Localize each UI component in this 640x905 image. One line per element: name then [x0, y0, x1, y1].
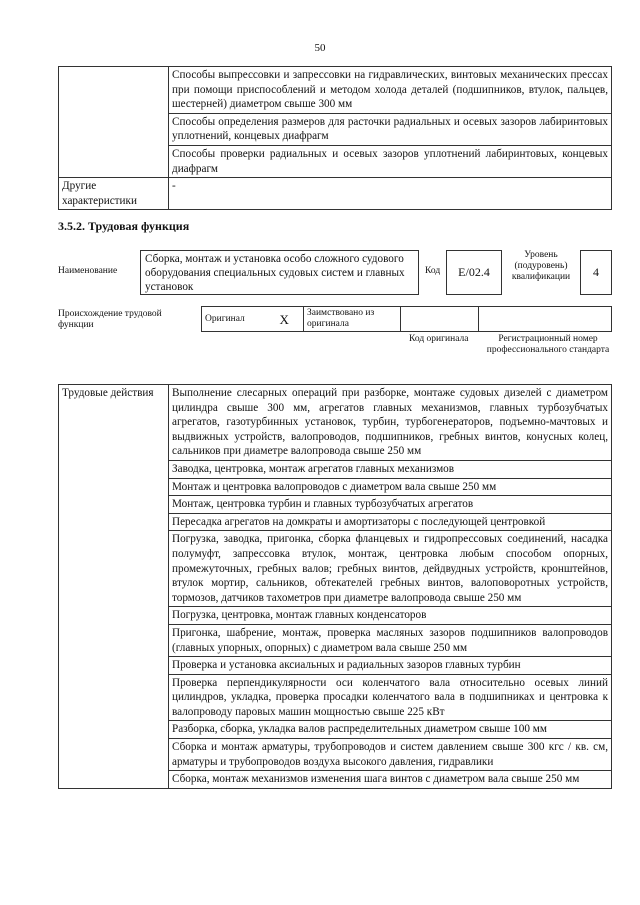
code-label: Код: [425, 266, 441, 276]
table-cell: Сборка, монтаж механизмов изменения шага винтов с диаметром вала свыше 250 мм: [169, 771, 612, 789]
actions-table: [58, 384, 612, 789]
table-row: [59, 67, 612, 114]
reg-number-caption: Регистрационный номер профессионального стандарта: [486, 334, 610, 355]
qualification-level-box: 4: [580, 250, 612, 295]
code-original-cell: [401, 307, 479, 332]
empty-label-cell: [59, 67, 169, 178]
borrowed-cell: Заимствовано из оригинала: [304, 307, 401, 332]
table-cell: Заводка, центровка, монтаж агрегатов главных механизмов: [169, 460, 612, 478]
table-cell: Сборка и монтаж арматуры, трубопроводов и систем давлением свыше 300 кгс / кв. см, арматуры и трубопроводов воздуха высокого давления, гидравлики: [169, 739, 612, 771]
code-original-caption: Код оригинала: [409, 334, 469, 344]
function-name-box: Сборка, монтаж и установка особо сложного судового оборудования специальных судовых систем и главных установок: [140, 250, 419, 295]
other-characteristics-value: -: [169, 178, 612, 210]
function-code-box: E/02.4: [446, 250, 502, 295]
level-label: Уровень (подуровень) квалификации: [511, 250, 571, 282]
table-row: [59, 178, 612, 210]
table-cell: Способы проверки радиальных и осевых зазоров уплотнений лабиринтовых, концевых диафрагм: [169, 145, 612, 177]
table-row: [59, 385, 612, 461]
table-cell: Выполнение слесарных операций при разборке, монтаже судовых дизелей с диаметром цилиндра свыше 300 мм, агрегатов главных механизмов, главных турбозубчатых агрегатов, газотурбинных установок, турбин, турбогенераторов, подъемно-мачтовых и выдвижных устройств, валопроводов, подшипников, гребных винтов, конусных колец, сальников при диаметре валопровода свыше 250 мм: [169, 385, 612, 461]
original-cell: Оригинал: [202, 307, 266, 332]
page-number: 50: [314, 42, 326, 54]
table-cell: Способы определения размеров для расточки радиальных и осевых зазоров лабиринтовых уплотнений, концевых диафрагм: [169, 113, 612, 145]
actions-label: Трудовые действия: [59, 385, 169, 789]
table-cell: Погрузка, центровка, монтаж главных конденсаторов: [169, 607, 612, 625]
original-mark: X: [266, 307, 304, 332]
knowledge-table: [58, 66, 612, 210]
reg-number-cell: [479, 307, 612, 332]
name-label: Наименование: [58, 266, 118, 276]
origin-label: Происхождение трудовой функции: [58, 309, 162, 330]
origin-table: [201, 306, 612, 332]
other-characteristics-label: Другие характеристики: [59, 178, 169, 210]
table-cell: Монтаж и центровка валопроводов с диаметром вала свыше 250 мм: [169, 478, 612, 496]
table-cell: Проверка перпендикулярности оси коленчатого вала относительно осевых линий цилиндров, укладка, проверка просадки коленчатого вала в подшипниках и центровка к валопроводу паровых машин мощностью свыше 225 кВт: [169, 674, 612, 721]
table-cell: Способы выпрессовки и запрессовки на гидравлических, винтовых механических прессах при помощи приспособлений и методом холода деталей (подшипников, втулок, пальцев, шестерней) диаметром свыше 300 мм: [169, 67, 612, 114]
table-row: [202, 307, 612, 332]
table-cell: Проверка и установка аксиальных и радиальных зазоров главных турбин: [169, 657, 612, 675]
table-cell: Монтаж, центровка турбин и главных турбозубчатых агрегатов: [169, 496, 612, 514]
table-cell: Пригонка, шабрение, монтаж, проверка масляных зазоров подшипников валопроводов (главных упорных, опорных) с диаметром вала свыше 250 мм: [169, 624, 612, 656]
table-cell: Пересадка агрегатов на домкраты и амортизаторы с последующей центровкой: [169, 513, 612, 531]
section-heading: 3.5.2. Трудовая функция: [58, 219, 190, 233]
table-cell: Разборка, сборка, укладка валов распределительных диаметром свыше 100 мм: [169, 721, 612, 739]
table-cell: Погрузка, заводка, пригонка, сборка фланцевых и гидропрессовых соединений, насадка полумуфт, запрессовка втулок, монтаж, центровка любым способом опорных, промежуточных, гребных валов; гребных винтов, дейдвудных устройств, кронштейнов, втулок мортир, сальников, обтекателей гребных винтов, валоповоротных устройств, тормозов, датчиков тахометров при диаметре валопровода свыше 250 мм: [169, 531, 612, 607]
